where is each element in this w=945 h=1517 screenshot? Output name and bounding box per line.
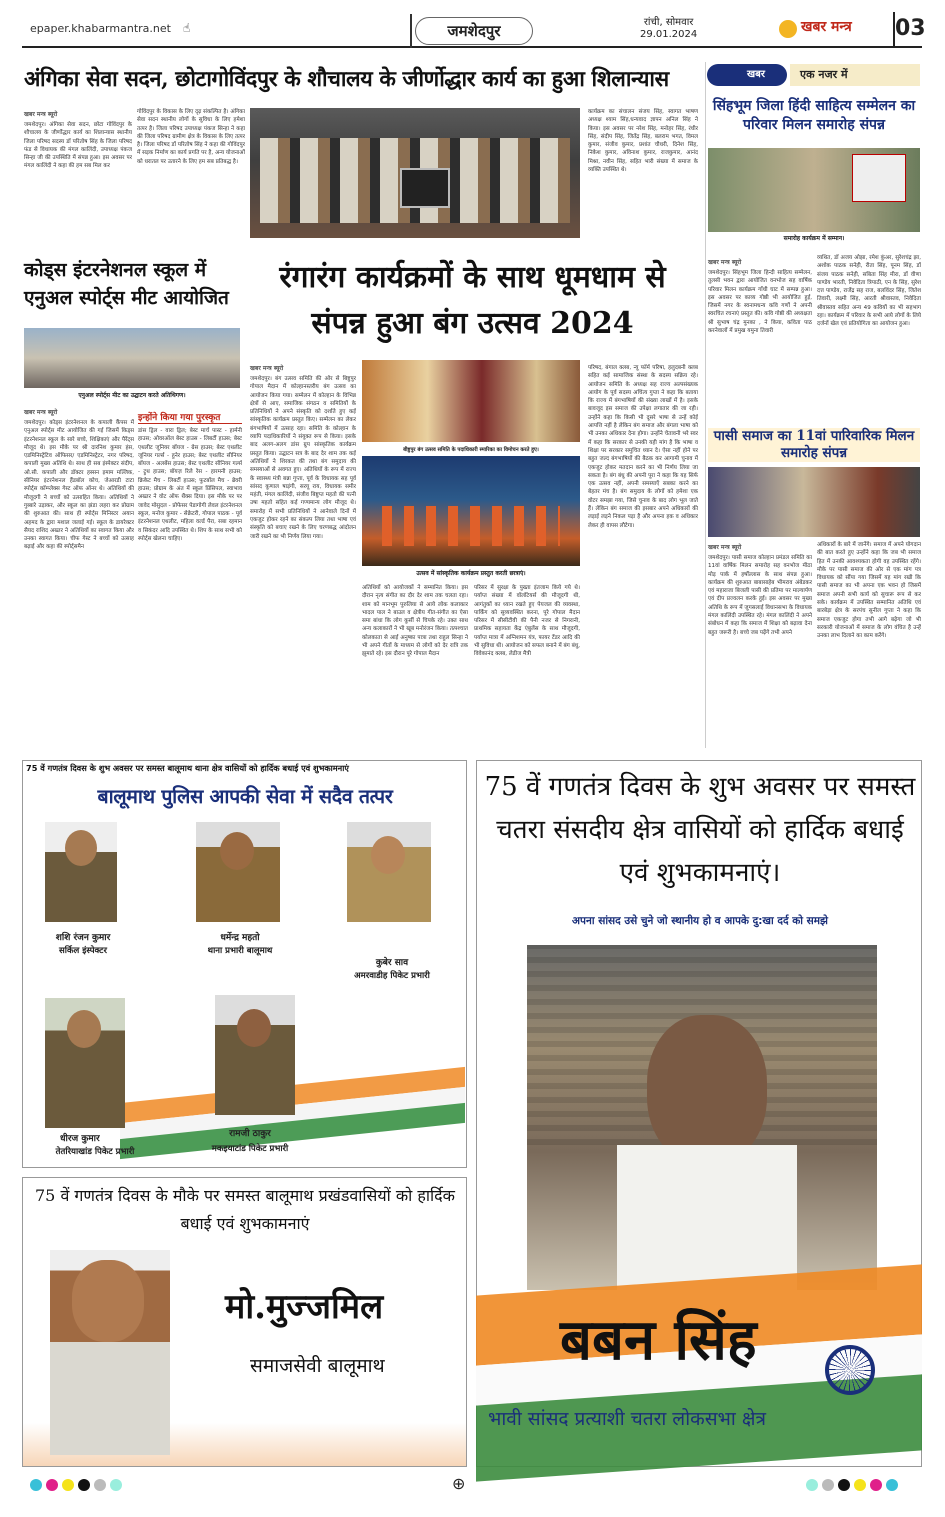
body-text: जमशेदपुर। बंग उत्सव समिति की ओर से बिष्टुपुर गोपाल मैदान में कोल्हानस्तरीय बंग उत्सव का आयोजन किया गया। सम्मेलन में कोल्हान के विभिन्न क्षेत्रों से आए, समाजिक संगठन व समितियों के प्रतिनिधियों ने अपने संस्कृति को दर्शाते हुए कई सांस्कृतिक कार्यक्रम प्रस्तुत किए। सम्मेलन का लेकर बंगभाषियों में उत्साह रहा। समिति के कोल्हान के व्यापि पदाधिकारियों ने संयुक्त रूप से किया। इसके बाद अलग-अलग डांस ग्रुप सांस्कृतिक कार्यक्रम प्रस्तुत किया। उद्घाटन सत्र के बाद देर शाम तक कई अतिथियों ने शिरकत की तथा बंग समुदाय की समस्याओं से अवगत हुए। अतिथियों के रूप में राज्य के स्वास्थ्य मंत्री बन्ना गुप्ता, पूर्व के विधायक सह पूर्व सांसद कुणाल षाड़ंगी, सरयू राय, विधायक समीर महंती, मंगल कालिंदी, संजीव बिष्टुप्त महतो की पत्नी उषा महतो सहित कई गण्यमान्य लोग मौजूद थे। समारोह में सभी प्रतिनिधियों ने आनेवाले दिनों में एकजुट होकर रहने का संकल्प लिया तथा भाषा एवं संस्कृति को बचाए रखने के लिए चरणबद्ध आंदोलन जारी रखने का भी निर्णय लिया गया।: [250, 376, 356, 540]
photo-caption: बीष्टुपुर बंग उत्सव समिति के पदाधिकारी स्मारिका का विमोचन करते हुए।: [403, 447, 539, 453]
officer-photo: [215, 995, 295, 1115]
winners-box: [138, 410, 242, 542]
photo-caption: उत्सव में सांस्कृतिक कार्यक्रम प्रस्तुत करती छात्राएं।: [416, 570, 526, 577]
codes-headline: कोड्स इंटरनेशनल स्कूल में एनुअल स्पोर्ट्स मीट आयोजित: [24, 259, 229, 309]
story-column: [24, 110, 132, 239]
body-text: जमशेदपुर। कोड्स इंटरनेशनल के कपाली कैंपस में एनुअल स्पोर्ट्स मीट आयोजित की गई जिसमें किड्स इंटरनेशनल स्कूल के सारे बच्चे, शिक्षिकाएं और पैरेंट्स मौजूद थे। इस मौके पर श्री दारनिश कुमार हंस, एडमिनिस्ट्रेटिव ऑफिसर/ एडमिनिस्ट्रेटर, नगर परिषद, कपाली मुख्य अतिथि थे। साथ ही सब इंस्पेक्टर संदीप, ओ.सी. कपाली और डॉक्टर हस्सन इमाम मल्लिक, सीनियर इंटरनेशनल हैंडबॉल कोच, जेआरडी टाटा स्पोर्ट्स कॉम्प्लेक्स गेस्ट ऑफ ऑनर थे। अतिथियों की मौजूदगी ने बच्चों को उत्साहित किया। अतिथियों ने गुब्बारे उड़ाकर, और स्कूल का झंडा लहरा कर प्रोग्राम की शुरुआत की। साथ ही स्पोर्ट्स मिनिस्टर अयान अहमद के द्वारा मशाल जलाई गई। स्कूल के डायरेक्टर सैयद राशिद अख्तर ने अतिथियों का स्वागत किया और उनका स्वागत किया। चीफ गेस्ट ने बच्चों को उत्साह बढ़ाई और कहा की स्पोर्ट्समैन: [24, 420, 134, 551]
brief-badge: खबर: [707, 64, 787, 86]
officer-role: सर्किल इंस्पेक्टर: [59, 946, 107, 956]
story-column: [708, 258, 812, 417]
body-text: गोविंदपुर के विकास के लिए दृढ़ संकल्पित है। अंगिका सेवा सदन स्थानीय लोगों के सुविधा के लिए हमेशा तत्पर है। जिला परिषद उपाध्यक्ष पंकज सिन्हा ने कहा की जिला परिषद ग्रामीण क्षेत्र के विकास के लिए तत्पर है। जिला परिषद डॉ परितोष सिंह ने कहा की गोविंदपुर में सड़क निर्माण का कार्य प्रगति पर है, अन्य योजनाओं को धरातल पर उतारने के लिए हम सब प्रतिबद्ध है।: [137, 109, 245, 165]
story-column: [708, 543, 812, 740]
photo-caption: समारोह कार्यक्रम में सम्मान।: [783, 235, 845, 242]
story-column: [250, 364, 356, 745]
candidate-photo: [527, 945, 877, 1290]
khabar-mantra-logo: [779, 20, 797, 38]
pasi-headline: पासी समाज का 11वां पारिवारिक मिलन समारोह संपन्न: [708, 428, 920, 462]
body-text: जमशेदपुर। अंगिका सेवा सदन, छोटा गोविंदपुर के शौचालय के जीर्णोद्धार कार्य का शिलान्यास स्थानीय जिला परिषद सदस्य डॉ परितोष सिंह के जिला परिषद फंड से विधायक की मंगल कालिंदी, उपाध्यक्ष पंकज सिन्हा जी की उपस्थिति में संपन्न हुआ। इस अवसर पर मंगल कालिंदी ने कहा की हम सब मिल कर: [24, 122, 132, 170]
story-headline: अंगिका सेवा सदन, छोटागोविंदपुर के शौचालय के जीर्णोद्धार कार्य का हुआ शिलान्यास: [24, 67, 669, 92]
date: 29.01.2024: [640, 29, 698, 40]
officer-role: तेतरियाखांड पिकेट प्रभारी: [55, 1147, 135, 1157]
registration-mark-icon: ⊕: [452, 1474, 466, 1493]
divider: [410, 14, 412, 48]
officer-photo: [45, 822, 117, 922]
body-text: जमशेदपुर। सिंहभूम जिला हिन्दी साहित्य सम्मेलन, तुलसी भवन द्वारा आयोजित वनभोज सह वार्षिक परिवार मिलन कार्यक्रम गाँधी घाट में सम्पन्न हुआ। इस अवसर पर काव्य गोष्ठी भी आयोजित हुई, जिसमें नगर के स्वनामधन्य कवि गणों ने अपनी स्वरचित रचनाएं प्रस्तुत की। कवि गोष्ठी की अध्यक्षता श्री सुभाष चंद्र मुनका , ने किया, कविता पाठ करनेवालों में प्रमुख यमुना तिवारी: [708, 270, 812, 335]
officer-photo: [45, 998, 125, 1128]
officer-name: धर्मेन्द्र महतो: [220, 933, 260, 943]
byline: खबर मन्त्र ब्यूरो: [24, 409, 58, 416]
police-ad-title: बालूमाथ पुलिस आपकी सेवा में सदैव तत्पर: [97, 785, 393, 808]
body-text: डांस ड्रिल - वारा ड्रिल; बेस्ट मार्च पास्ट - हार्मनी हाउस; ओवरऑल बेस्ट हाउस - लिबर्टी हाउस; बेस्ट एथलीट जूनियर बॉयज - ग्रेस हाउस; बेस्ट एथलीट जूनियर गर्ल्स - हुनेर हाउस; बेस्ट एथलीट सीनियर बॉयज - अलबेंस हाउस; बेस्ट एथलीट सीनियर गर्ल्स - ट्रुथ हाउस; बॉयज़ रिले रेस - हारमनी हाउस; क्रिकेट मैच - लिबर्टी हाउस; फुटबॉल मैच - ब्रेवरी हाउस; प्रोग्राम के अंत में स्कूल प्रिंसिपल, स्वाभाव अख्तर ने वोट ऑफ थैंक्स दिया। इस मौके पर पर जावेद मोसुदल - प्रोफेसर पेडागोगी लेवल इंटरनेशनल स्कूल, मनोज कुमार - सेक्रेटरी, गोपाल पाठक - पूर्व इंटरनेशनल एथलीट, महिला वर्ल्ड पैरा, सबा रहमान व सिकंदर आदि उपस्थित थे। शिप के साथ सभी को स्पोर्ट्स खेलना चाहिए।: [138, 428, 242, 542]
body-text: जमशेदपुर। पासी समाज कोल्हान प्रमंडल समिति का 11वां वार्षिक मिलन समारोह सह वनभोज मीठा मोड़ पार्क में हर्षोल्लास के साथ संपन्न हुआ। कार्यक्रम की शुरुआत बाबासाहेब भीमराव अंबेडकर एवं महाराजा बिजली पासी की प्रतिमा पर माल्यार्पण एवं दीप प्रज्वलन करके हुई। इस अवसर पर मुख्य अतिथि के रूप में जुगसलाई विधानसभा के विधायक मंगल कालिंदी उपस्थित रहे। मंगल कालिंदी ने अपने संबोधन में कहा कि समाज में शिक्षा को बढ़ावा देना बहुत जरूरी है। बच्चे जब पढ़ेंगे तभी अपने: [708, 555, 812, 636]
balumath-ad-greeting: 75 वें गणतंत्र दिवस के मौके पर समस्त बालूमाथ प्रखंडवासियों को हार्दिक बधाई एवं शुभकामनाएं: [35, 1186, 455, 1233]
body-text: अतिथियों को आयोजकों ने सम्मानित किया। इस दौरान नृत्य संगीत का दौर देर शाम तक चलता रहा। शाम को मानभूम पुरुलिया से आये लोक कलाकार भादल पाल ने बाउल व क्षेत्रीय गीत-संगीत का ऐसा समा बांधा कि लोग कुर्सी से चिपके रहे। उक्त साथ अन्य कलाकारों ने भी खूब मनोरंजन किया। तत्पश्चात कोलकाता से आई अनुष्का पात्रा तथा राहुल सिन्हा ने भी अपने गीतों के माध्यम से लोगों को देर रात्रि तक झुमाते रहे। इस दौरान पूरे गोपाल मैदान: [362, 585, 468, 658]
portrait-photo: [50, 1250, 170, 1455]
body-text: कार्यक्रम का संचालन संजय सिंह, स्वागत भाषण अध्यक्ष श्याम सिंह,धन्यवाद ज्ञापन अनिल सिंह ने किया। इस अवसर पर नरेश सिंह, मनोहर सिंह, रंधीर सिंह, संदीप सिंह, जितेंद्र सिंह, बलराम भगत, विमल कुमार, संजीव कुमार, प्रशांत चौधरी, दिनेश सिंह, निकेश कुमार, अविनाश कुमार, राजकुमार, आनंद मिश्रा, नवीन सिंह, सहित भारी संख्या में समाज के व्यक्ति उपस्थित थे।: [588, 109, 698, 174]
color-registration-marks: [30, 1476, 126, 1495]
brief-photo: [708, 148, 920, 232]
balumath-ad-name: मो.मुज्जमिल: [225, 1287, 384, 1327]
brief-section-title: एक नजर में: [790, 64, 920, 86]
balumath-ad-role: समाजसेवी बालूमाथ: [250, 1355, 385, 1377]
body-text: अधिकारों के बारे में जानेंगे। समाज में अपने योगदान की बात करते हुए उन्होंने कहा कि जब भी समाज हित में उनकी आवश्यकता होगी वह उपस्थित रहेंगे। मौके पर पासी समाज की ओर से एक मांग पत्र विधायक को सौंपा गया जिसमें यह मांग रखी कि पासी समाज का भी अपना एक भवन हो जिसमें समाज अपनी सभी कार्य को सुचारू रूप से कर सके। कार्यक्रम में उपस्थित सम्मानित अतिथि एवं बारबेड़ा क्षेत्र के सरपंच सुनील गुप्ता ने कहा कि समाज एकजुट होगा तभी आगे बढ़ेगा जो भी सरकारी योजनाओं में समाज के लोग वंचित है उन्हें उनका लाभ दिलाने का काम करेंगे।: [817, 542, 921, 640]
officer-role: मकइयाटांड पिकेट प्रभारी: [211, 1144, 289, 1154]
brief-headline: सिंहभूम जिला हिंदी साहित्य सम्मेलन का परिवार मिलन समारोह संपन्न: [712, 98, 916, 133]
body-text: परिसर में सुरक्षा के पुख्ता इंतजाम किये गये थे। पर्याप्त संख्या में वॉलंटियर्स की मौजूदगी थी, आगंतुकों का ध्यान रखते हुए पेयजल की व्यवस्था, पार्किंग को सुव्यवस्थित करना, पूरे गोपाल मैदान परिसर में सीसीटीवी की पैनी नजर से निगरानी, प्राथमिक सहायता केंद्र एंबुलेंस के साथ मौजूदगी, पर्याप्त मात्रा में अग्निशमन यंत्र, फायर टेंडर आदि की भी सुविधा थी। आयोजन को सफल बनाने में बंग बंधु, विवेकानंद क्लब, लेडीज मैत्री: [474, 585, 580, 658]
brand-name: खबर मन्त्र: [801, 19, 852, 35]
body-text: व्यथित, डॉ अजय ओझा, रमेश कुंअर, सुरेशचंद्र झा, अशोक पाठक सनेही, रीता सिंह, पूनम सिंह, डॉ संजय पाठक सनेही, सबिता सिंह मीरा, डॉ वीणा पाण्डेय भारती, निवेदिता त्रिपाठी, एन के सिंह, सुरेश दत्त पाण्डेय, राजेंद्र सह राज, बलविंदर सिंह, जितेश तिवारी, लक्ष्मी सिंह, आरती श्रीवास्तव, निवेदिता श्रीवास्तव सहित अन्य 49 कवियों का भी सहभाग रहा। कार्यक्रम में परिवार के सभी आये लोगों के लिये दर्जनों खेल एवं प्रतियोगिता का आयोजन हुआ।: [817, 255, 921, 328]
chatra-ad-tagline: अपना सांसद उसे चुने जो स्थानीय हो व आपके दु:खा दर्द को समझे: [572, 915, 828, 927]
dateline: [640, 17, 697, 41]
bang-headline: रंगारंग कार्यक्रमों के साथ धूमधाम से संपन्न हुआ बंग उत्सव 2024: [279, 260, 666, 341]
officer-photo: [347, 822, 431, 922]
chatra-ad-name: बबन सिंह: [560, 1307, 757, 1373]
bang-photo-2: [362, 456, 580, 566]
officer-name: रामजी ठाकुर: [229, 1129, 271, 1139]
page-number: 03: [893, 12, 919, 46]
site-url[interactable]: epaper.khabarmantra.net: [30, 22, 171, 35]
officer-role: अमरवाडीह पिकेट प्रभारी: [354, 971, 430, 981]
story-photo: [250, 108, 580, 238]
color-registration-marks: [806, 1476, 902, 1495]
byline: खबर मन्त्र ब्यूरो: [708, 544, 742, 551]
officer-name: धीरज कुमार: [60, 1134, 100, 1144]
officer-name: शशि रंजन कुमार: [55, 933, 111, 943]
codes-photo: [24, 328, 240, 388]
hand-pointer-icon: ☝: [183, 21, 191, 35]
police-ad-greeting: 75 वें गणतंत्र दिवस के शुभ अवसर पर समस्त बालूमाथ थाना क्षेत्र वासियों को हार्दिक बधाई एवं शुभकामनाएं: [26, 763, 349, 773]
winners-title: इन्होंने किया गया पुरस्कृत: [138, 410, 242, 424]
byline: खबर मन्त्र ब्यूरो: [24, 111, 58, 118]
chatra-ad-greeting: 75 वें गणतंत्र दिवस के शुभ अवसर पर समस्त चतरा संसदीय क्षेत्र वासियों को हार्दिक बधाई एवं शुभकामनाएं।: [484, 772, 916, 888]
place-day: रांची, सोमवार: [643, 17, 694, 28]
byline: खबर मन्त्र ब्यूरो: [250, 365, 284, 372]
officer-name: कुबेर साव: [375, 958, 409, 968]
officer-photo: [196, 822, 280, 922]
bang-photo-1: [362, 360, 580, 442]
chatra-ad-role: भावी सांसद प्रत्याशी चतरा लोकसभा क्षेत्र: [488, 1408, 766, 1430]
city-name: जमशेदपुर: [415, 17, 533, 45]
body-text: परिषद, बंगाल क्लब, न्यू फॉर्म परिषा, हलुदबनी क्लब सहित कई सामाजिक संस्था के सदस्य सक्रिय रहे। आयोजन समिति के अध्यक्ष सह राज्य अल्पसंख्यक आयोग के पूर्व सदस्य अचिंत्य गुप्ता ने कहा कि बताया कि राज्य में बंगभाषियों की संख्या लाखों में है। इसके बावजूद इस समाज की उपेक्षा लगातार की जा रही। उन्होंने कहा कि किसी भी दूसरे भाषा से उन्हें कोई आपत्ति नहीं है लेकिन बंग समाज और बंगला भाषा को भी उनका अधिकार देना होगा। उन्होंने चेतावनी भरे स्वर में कहा कि सरकार से उनकी यही मांग है कि भाषा व शिक्षा पर सरकार समुचित ध्यान दे। ऐसा नहीं होने पर बहुत जल्द बंगभाषियों की बैठक कर आगामी चुनाव में एकजुट होकर मतदान करने का भी निर्णय लिया जा सकता है। बंग बंधु की अपनी पूरा ने कहा कि यह सिर्फ एक उत्सव नहीं, अपनी समस्याएँ सबका करने का बेहतर मंच है। बंग समुदाय के लोगों को हमेशा एक वोटर समझा गया, जिसे चुनाव के बाद लोग भूल जाते हैं। लेकिन बंग समाज की इसबार अपने अधिकारों की लड़ाई लड़ने निकल पड़ा है और अपना हक व अधिकार लेकर ही वापस लौटेगा।: [588, 365, 698, 529]
photo-caption: एनुअल स्पोर्ट्स मीट का उद्घाटन करते अतिथिगण।: [78, 392, 186, 399]
pasi-photo: [708, 467, 920, 537]
byline: खबर मन्त्र ब्यूरो: [708, 259, 742, 266]
officer-role: थाना प्रभारी बालूमाथ: [207, 946, 273, 956]
story-column: [24, 408, 134, 749]
